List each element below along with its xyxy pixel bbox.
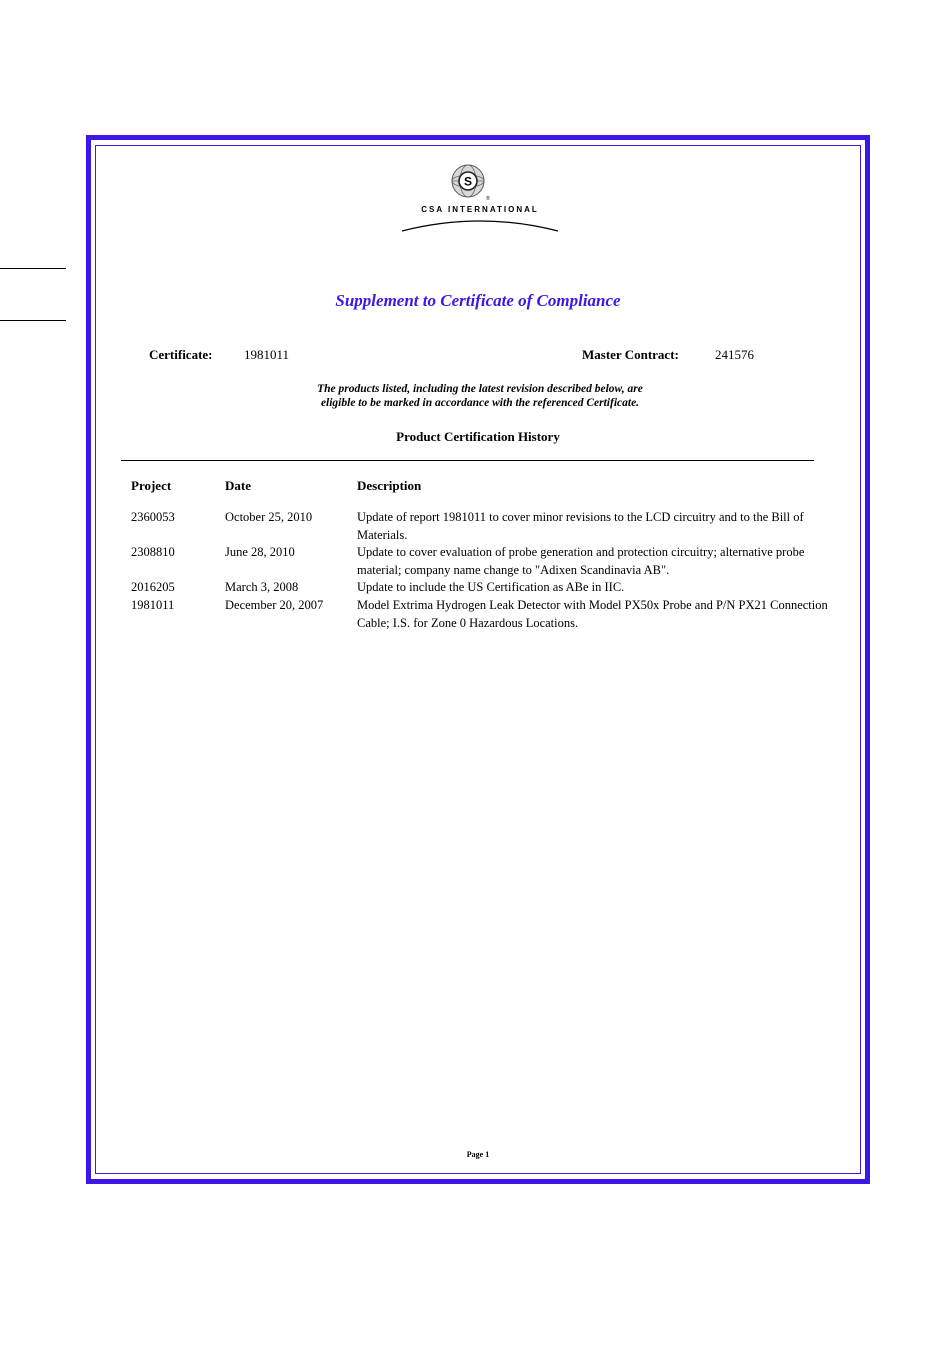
column-header-date: Date xyxy=(225,478,251,493)
row-description: Update to cover evaluation of probe generation and protection circuitry; alternative probe material; company name change to "Adixen Scandinavia AB". xyxy=(357,545,805,577)
eligibility-statement-line-1: The products listed, including the latest revision described below, are xyxy=(317,383,643,395)
row-date: March 3, 2008 xyxy=(225,580,299,594)
logo-org-name: CSA INTERNATIONAL xyxy=(421,205,539,214)
certificate-number: 1981011 xyxy=(244,347,290,362)
history-heading: Product Certification History xyxy=(396,429,560,444)
margin-rule-top xyxy=(0,268,66,269)
svg-text:®: ® xyxy=(486,196,490,202)
row-description: Update of report 1981011 to cover minor revisions to the LCD circuitry and to the Bill of Materials. xyxy=(357,510,804,542)
row-project: 2016205 xyxy=(131,580,175,594)
row-project: 2308810 xyxy=(131,545,175,559)
row-date: June 28, 2010 xyxy=(225,545,295,559)
csa-logo xyxy=(396,163,564,235)
row-description: Update to include the US Certification as ABe in IIC. xyxy=(357,580,625,594)
master-contract-number: 241576 xyxy=(715,347,754,362)
document-title: Supplement to Certificate of Compliance xyxy=(335,291,621,310)
eligibility-statement-line-2: eligible to be marked in accordance with the referenced Certificate. xyxy=(320,397,640,409)
row-date: December 20, 2007 xyxy=(225,598,324,612)
logo-swoosh xyxy=(402,221,558,231)
row-project: 2360053 xyxy=(131,510,175,524)
page-number: Page 1 xyxy=(466,1150,490,1159)
eligibility-statement xyxy=(200,382,760,410)
column-header-description: Description xyxy=(357,478,422,493)
row-description: Model Extrima Hydrogen Leak Detector with Model PX50x Probe and P/N PX21 Connection Cable; I.S. for Zone 0 Hazardous Locations. xyxy=(357,598,828,630)
master-contract-label: Master Contract: xyxy=(582,347,679,362)
csa-globe-icon xyxy=(452,165,490,202)
row-project: 1981011 xyxy=(131,598,175,612)
margin-rule-bottom xyxy=(0,320,66,321)
certificate-label: Certificate: xyxy=(149,347,213,362)
column-header-project: Project xyxy=(131,478,172,493)
row-date: October 25, 2010 xyxy=(225,510,313,524)
svg-text:S: S xyxy=(463,174,473,189)
history-divider xyxy=(121,460,814,461)
